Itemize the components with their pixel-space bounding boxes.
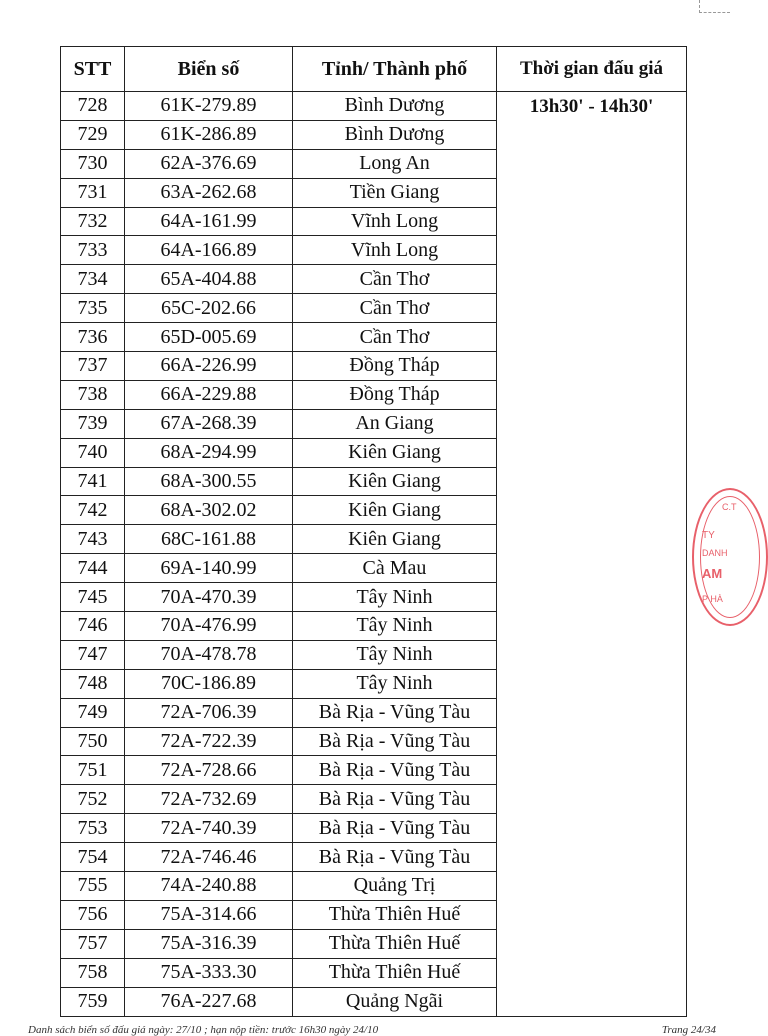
footer-note: Danh sách biển số đấu giá ngày: 27/10 ; hạn nộp tiền: trước 16h30 ngày 24/10	[28, 1024, 379, 1036]
row-plate: 65C-202.66	[125, 294, 293, 323]
row-province: Tây Ninh	[293, 669, 497, 698]
row-plate: 68A-294.99	[125, 438, 293, 467]
row-stt: 752	[61, 785, 125, 814]
row-plate: 70A-476.99	[125, 612, 293, 641]
row-plate: 64A-161.99	[125, 207, 293, 236]
row-province: Bà Rịa - Vũng Tàu	[293, 814, 497, 843]
row-province: Bà Rịa - Vũng Tàu	[293, 727, 497, 756]
row-plate: 74A-240.88	[125, 872, 293, 901]
row-plate: 72A-746.46	[125, 843, 293, 872]
auction-plate-table	[60, 46, 687, 1017]
row-plate: 65A-404.88	[125, 265, 293, 294]
stamp-text-3: AM	[702, 566, 723, 581]
row-stt: 741	[61, 467, 125, 496]
row-plate: 68C-161.88	[125, 525, 293, 554]
row-stt: 750	[61, 727, 125, 756]
row-stt: 728	[61, 92, 125, 121]
row-province: Bà Rịa - Vũng Tàu	[293, 698, 497, 727]
row-stt: 743	[61, 525, 125, 554]
row-plate: 63A-262.68	[125, 178, 293, 207]
row-province: Kiên Giang	[293, 496, 497, 525]
row-province: Vĩnh Long	[293, 207, 497, 236]
row-province: Thừa Thiên Huế	[293, 958, 497, 987]
row-plate: 68A-300.55	[125, 467, 293, 496]
row-stt: 753	[61, 814, 125, 843]
row-stt: 739	[61, 409, 125, 438]
row-stt: 757	[61, 929, 125, 958]
row-plate: 75A-314.66	[125, 900, 293, 929]
row-province: Tiền Giang	[293, 178, 497, 207]
row-plate: 70A-478.78	[125, 640, 293, 669]
row-plate: 61K-279.89	[125, 92, 293, 121]
row-plate: 72A-722.39	[125, 727, 293, 756]
row-province: Đồng Tháp	[293, 352, 497, 381]
row-province: Bà Rịa - Vũng Tàu	[293, 785, 497, 814]
row-plate: 72A-740.39	[125, 814, 293, 843]
row-plate: 75A-316.39	[125, 929, 293, 958]
stamp-text-2: DANH	[702, 548, 728, 558]
row-plate: 70C-186.89	[125, 669, 293, 698]
row-stt: 759	[61, 987, 125, 1016]
row-stt: 755	[61, 872, 125, 901]
row-stt: 730	[61, 149, 125, 178]
row-stt: 758	[61, 958, 125, 987]
row-province: Bình Dương	[293, 120, 497, 149]
company-seal-stamp	[692, 488, 768, 626]
row-stt: 754	[61, 843, 125, 872]
row-province: Cần Thơ	[293, 323, 497, 352]
header-plate: Biển số	[125, 47, 293, 92]
row-stt: 736	[61, 323, 125, 352]
row-province: Tây Ninh	[293, 612, 497, 641]
row-plate: 62A-376.69	[125, 149, 293, 178]
corner-mark	[699, 0, 730, 13]
row-province: Quảng Trị	[293, 872, 497, 901]
row-province: Đồng Tháp	[293, 380, 497, 409]
stamp-text-1: TY	[702, 530, 715, 541]
auction-time-slot: 13h30' - 14h30'	[497, 92, 687, 1017]
table-header-row	[61, 47, 687, 92]
row-plate: 69A-140.99	[125, 554, 293, 583]
row-stt: 735	[61, 294, 125, 323]
row-stt: 737	[61, 352, 125, 381]
row-plate: 70A-470.39	[125, 583, 293, 612]
row-plate: 66A-229.88	[125, 380, 293, 409]
row-plate: 72A-706.39	[125, 698, 293, 727]
row-plate: 72A-728.66	[125, 756, 293, 785]
row-plate: 64A-166.89	[125, 236, 293, 265]
row-province: An Giang	[293, 409, 497, 438]
row-province: Thừa Thiên Huế	[293, 929, 497, 958]
row-plate: 68A-302.02	[125, 496, 293, 525]
row-province: Kiên Giang	[293, 438, 497, 467]
row-plate: 65D-005.69	[125, 323, 293, 352]
row-province: Thừa Thiên Huế	[293, 900, 497, 929]
row-stt: 734	[61, 265, 125, 294]
row-stt: 745	[61, 583, 125, 612]
row-stt: 738	[61, 380, 125, 409]
row-plate: 76A-227.68	[125, 987, 293, 1016]
row-stt: 731	[61, 178, 125, 207]
row-province: Vĩnh Long	[293, 236, 497, 265]
page-number: Trang 24/34	[661, 1024, 716, 1036]
row-stt: 742	[61, 496, 125, 525]
row-plate: 66A-226.99	[125, 352, 293, 381]
row-province: Kiên Giang	[293, 525, 497, 554]
row-stt: 744	[61, 554, 125, 583]
row-province: Long An	[293, 149, 497, 178]
row-stt: 733	[61, 236, 125, 265]
row-province: Bình Dương	[293, 92, 497, 121]
row-plate: 75A-333.30	[125, 958, 293, 987]
header-stt: STT	[61, 47, 125, 92]
row-stt: 740	[61, 438, 125, 467]
row-province: Bà Rịa - Vũng Tàu	[293, 756, 497, 785]
row-stt: 751	[61, 756, 125, 785]
row-province: Bà Rịa - Vũng Tàu	[293, 843, 497, 872]
row-province: Tây Ninh	[293, 640, 497, 669]
row-province: Tây Ninh	[293, 583, 497, 612]
row-plate: 61K-286.89	[125, 120, 293, 149]
stamp-text-4: P HÀ	[702, 594, 723, 604]
stamp-text-0: C.T	[722, 502, 737, 512]
row-stt: 756	[61, 900, 125, 929]
row-province: Kiên Giang	[293, 467, 497, 496]
row-plate: 67A-268.39	[125, 409, 293, 438]
row-stt: 749	[61, 698, 125, 727]
row-stt: 732	[61, 207, 125, 236]
header-auction-time: Thời gian đấu giá	[497, 47, 687, 92]
row-stt: 748	[61, 669, 125, 698]
row-plate: 72A-732.69	[125, 785, 293, 814]
table-row	[61, 92, 687, 121]
header-province: Tỉnh/ Thành phố	[293, 47, 497, 92]
row-province: Cà Mau	[293, 554, 497, 583]
row-province: Cần Thơ	[293, 294, 497, 323]
row-stt: 729	[61, 120, 125, 149]
row-province: Quảng Ngãi	[293, 987, 497, 1016]
table-body	[61, 92, 687, 1017]
row-stt: 746	[61, 612, 125, 641]
row-stt: 747	[61, 640, 125, 669]
row-province: Cần Thơ	[293, 265, 497, 294]
